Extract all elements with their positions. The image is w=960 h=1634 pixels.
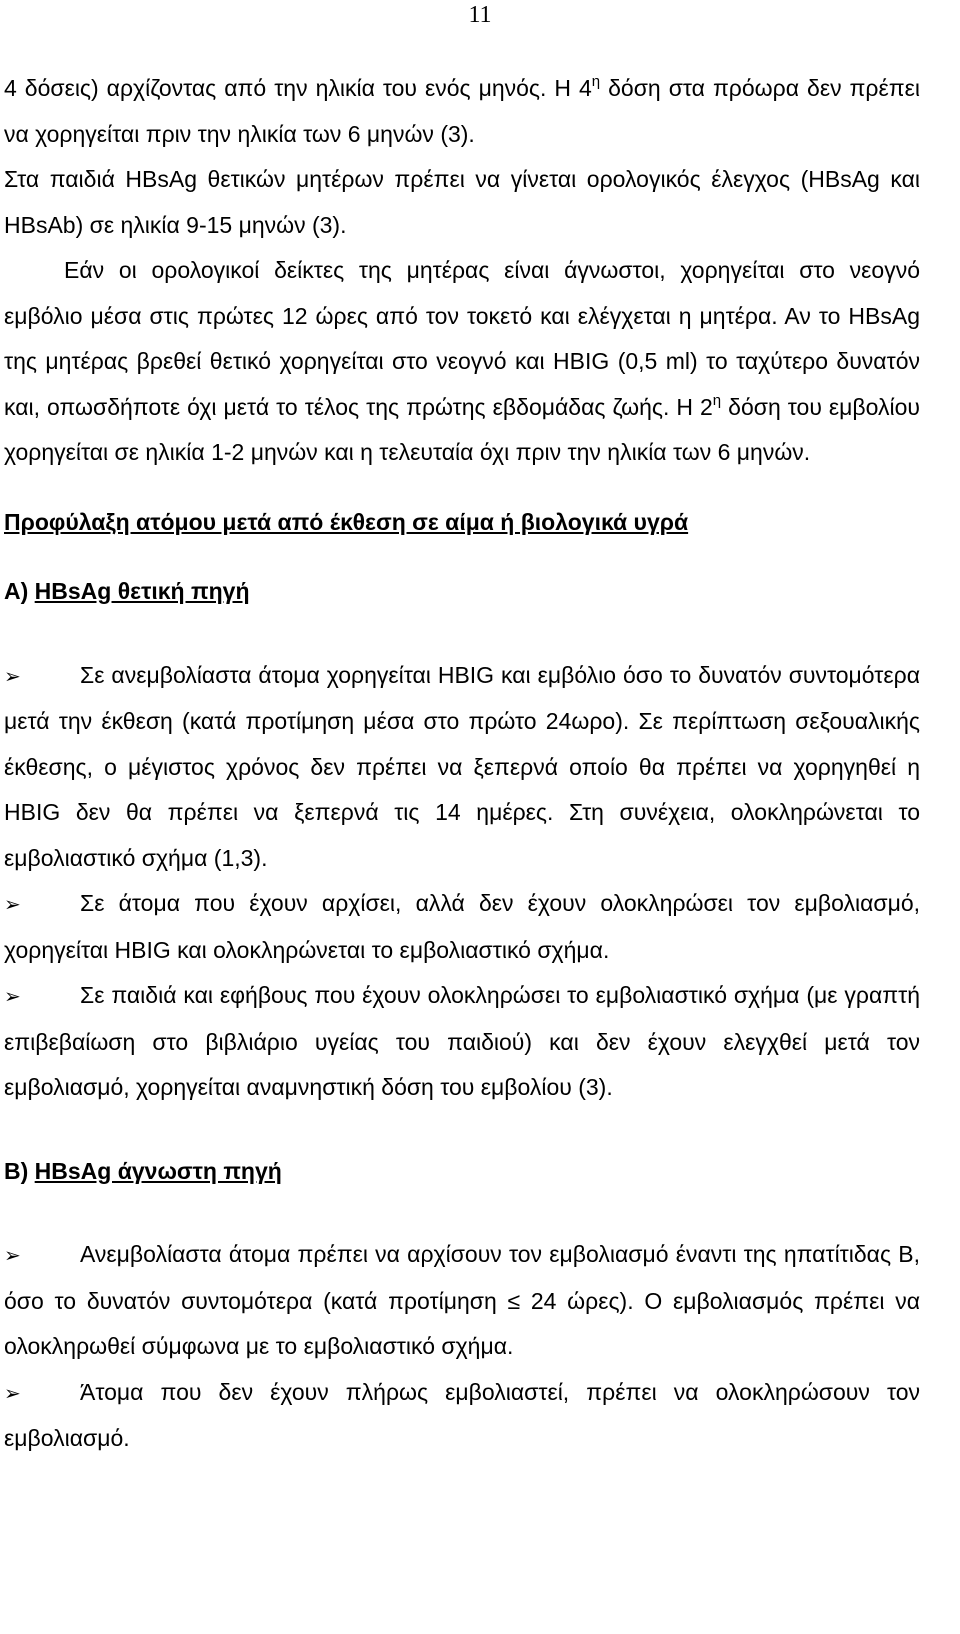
- section-b-heading: Β) HBsAg άγνωστη πηγή: [4, 1157, 282, 1184]
- bullet-item: ➢ Σε παιδιά και εφήβους που έχουν ολοκληρώσει το εμβολιαστικό σχήμα (με γραπτή επιβεβαίωση στο βιβλιάριο υγείας του παιδιού) και δεν έχουν ελεγχθεί μετά τον εμβολιασμό, χορηγείται αναμνηστική δόση του εμβολίου (3).: [4, 973, 920, 1111]
- section-a-heading: Α) HBsAg θετική πηγή: [4, 578, 250, 604]
- arrow-bullet-icon: ➢: [4, 1380, 21, 1405]
- intro-paragraph-3: Εάν οι ορολογικοί δείκτες της μητέρας είναι άγνωστοι, χορηγείται στο νεογνό εμβόλιο μέσα στις πρώτες 12 ώρες από τον τοκετό και ελέγχεται η μητέρα. Αν το HBsAg της μητέρας βρεθεί θετικό χορηγείται στο νεογνό και HBIG (0,5 ml) το ταχύτερο δυνατόν και, οπωσδήποτε όχι μετά το τέλος της πρώτης εβδομάδας ζωής. Η $2^\eta$ δόση του εμβολίου χορηγείται σε ηλικία 1-2 μηνών και η τελευταία όχι πριν την ηλικία των 6 μηνών.: [4, 257, 920, 465]
- page-number: 11: [468, 2, 492, 28]
- intro-paragraph-2: Στα παιδιά HBsAg θετικών μητέρων πρέπει να γίνεται ορολογικός έλεγχος (HBsAg και HBsAb) σε ηλικία 9-15 μηνών (3).: [4, 166, 920, 238]
- section-b-bullet-list: [4, 1232, 920, 1462]
- bullet-item: ➢ Σε ανεμβολίαστα άτομα χορηγείται HBIG και εμβόλιο όσο το δυνατόν συντομότερα μετά την έκθεση (κατά προτίμηση μέσα στο πρώτο 24ωρο). Σε περίπτωση σεξουαλικής έκθεσης, ο μέγιστος χρόνος δεν πρέπει να ξεπερνά οποίο θα πρέπει να χορηγηθεί η HBIG δεν θα πρέπει να ξεπερνά τις 14 ημέρες. Στη συνέχεια, ολοκληρώνεται το εμβολιαστικό σχήμα (1,3).: [4, 653, 920, 882]
- intro-paragraph-1: 4 δόσεις) αρχίζοντας από την ηλικία του ενός μηνός. Η $4^\eta$ δόση στα πρόωρα δεν πρέπει να χορηγείται πριν την ηλικία των 6 μηνών (3).: [4, 73, 920, 147]
- section-a-bullet-list: [4, 653, 920, 1111]
- bullet-item: ➢ Άτομα που δεν έχουν πλήρως εμβολιαστεί, πρέπει να ολοκληρώσουν τον εμβολιασμό.: [4, 1370, 920, 1462]
- arrow-bullet-icon: ➢: [4, 984, 21, 1008]
- arrow-bullet-icon: ➢: [4, 1243, 21, 1267]
- arrow-bullet-icon: ➢: [4, 892, 21, 916]
- document-body: [4, 66, 920, 1462]
- bullet-item: ➢ Σε άτομα που έχουν αρχίσει, αλλά δεν έχουν ολοκληρώσει τον εμβολιασμό, χορηγείται HBIG και ολοκληρώνεται το εμβολιαστικό σχήμα.: [4, 881, 920, 973]
- section-heading-main: Προφύλαξη ατόμου μετά από έκθεση σε αίμα ή βιολογικά υγρά: [4, 508, 689, 535]
- bullet-item: ➢ Ανεμβολίαστα άτομα πρέπει να αρχίσουν τον εμβολιασμό έναντι της ηπατίτιδας Β, όσο το δυνατόν συντομότερα (κατά προτίμηση ≤ 24 ώρες). Ο εμβολιασμός πρέπει να ολοκληρωθεί σύμφωνα με το εμβολιαστικό σχήμα.: [4, 1232, 920, 1370]
- arrow-bullet-icon: ➢: [4, 663, 21, 688]
